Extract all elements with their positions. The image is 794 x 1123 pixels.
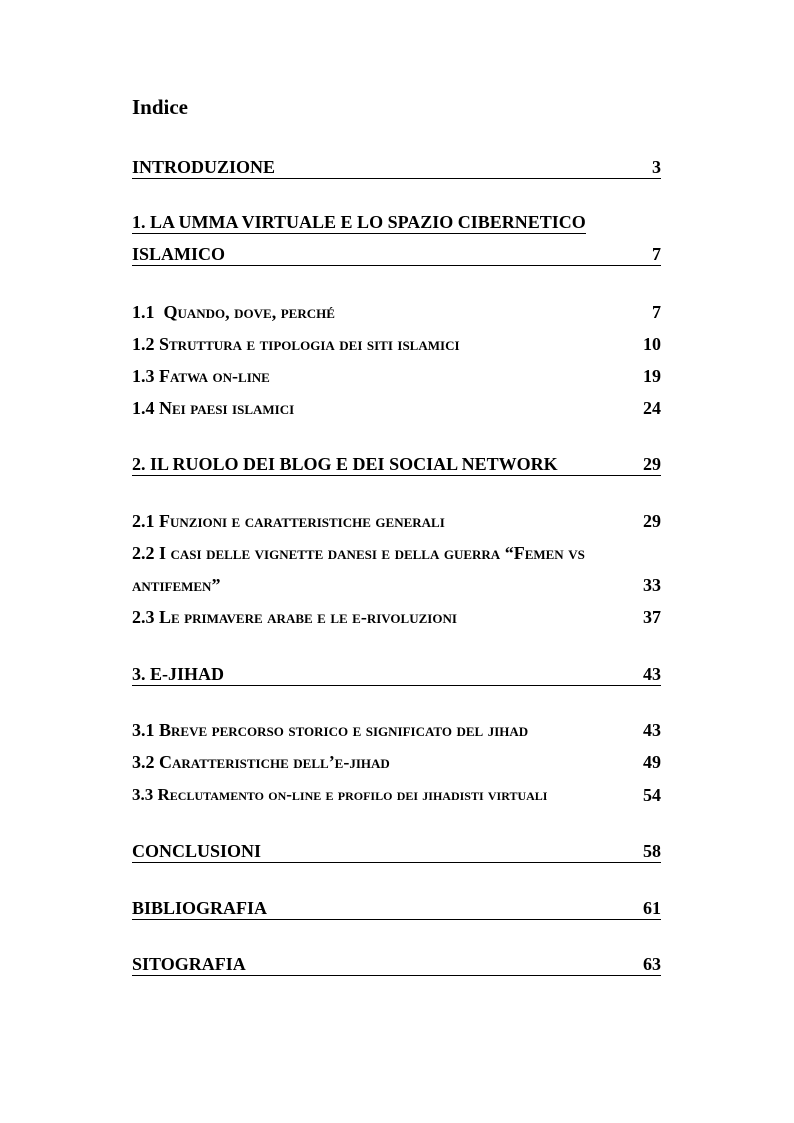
toc-entry-label: I casi delle vignette danesi e della guerra “Femen vs: [159, 543, 585, 563]
toc-entry-label: 3. E-JIHAD: [132, 664, 225, 684]
toc-entry-section-2-2[interactable]: [132, 572, 661, 596]
toc-entry-page: 24: [643, 398, 661, 418]
toc-entry-label: CONCLUSIONI: [132, 841, 262, 861]
toc-entry-number: 2.2: [132, 543, 155, 563]
toc-entry-page: 29: [643, 511, 661, 531]
toc-entry-section-1-3[interactable]: [132, 363, 661, 387]
toc-entry-section-2-1[interactable]: [132, 508, 661, 532]
toc-entry-section-1-2[interactable]: [132, 331, 661, 355]
toc-entry-label: BIBLIOGRAFIA: [132, 898, 268, 918]
toc-entry-label: antifemen”: [132, 575, 221, 595]
toc-entry-label: Reclutamento on-line e profilo dei jihadisti virtuali: [157, 785, 548, 804]
toc-entry-chapter-3[interactable]: [132, 661, 661, 686]
toc-entry-conclusioni[interactable]: [132, 838, 661, 863]
toc-entry-number: 3.3: [132, 785, 154, 804]
toc-entry-page: 43: [643, 664, 661, 684]
toc-entry-page: 61: [643, 898, 661, 918]
toc-entry-label: 1. LA UMMA VIRTUALE E LO SPAZIO CIBERNETICO: [132, 212, 586, 232]
toc-entry-label: Caratteristiche dell’e-jihad: [159, 752, 390, 772]
toc-entry-label: INTRODUZIONE: [132, 157, 276, 177]
toc-entry-page: 58: [643, 841, 661, 861]
toc-entry-section-2-2-line1[interactable]: [132, 540, 661, 564]
toc-entry-label: Nei paesi islamici: [159, 398, 295, 418]
toc-entry-introduzione[interactable]: [132, 154, 661, 179]
toc-entry-page: 33: [643, 575, 661, 595]
toc-entry-number: 1.2: [132, 334, 155, 354]
toc-entry-page: 7: [652, 302, 661, 322]
toc-entry-label: Breve percorso storico e significato del jihad: [159, 720, 529, 740]
toc-entry-section-1-4[interactable]: [132, 395, 661, 419]
toc-entry-number: 3.1: [132, 720, 155, 740]
toc-entry-page: 3: [652, 157, 661, 177]
toc-entry-label: Struttura e tipologia dei siti islamici: [159, 334, 460, 354]
toc-entry-number: 2.3: [132, 607, 155, 627]
toc-entry-bibliografia[interactable]: [132, 895, 661, 920]
toc-entry-section-2-3[interactable]: [132, 604, 661, 628]
toc-entry-label: Fatwa on-line: [159, 366, 270, 386]
page-title: Indice: [132, 95, 189, 119]
toc-entry-label: Funzioni e caratteristiche generali: [159, 511, 445, 531]
toc-entry-page: 49: [643, 752, 661, 772]
toc-entry-number: 1.4: [132, 398, 155, 418]
toc-entry-page: 63: [643, 954, 661, 974]
toc-entry-sitografia[interactable]: [132, 951, 661, 976]
toc-entry-page: 10: [643, 334, 661, 354]
toc-entry-label: ISLAMICO: [132, 244, 226, 264]
toc-entry-page: 43: [643, 720, 661, 740]
toc-entry-label: Le primavere arabe e le e-rivoluzioni: [159, 607, 457, 627]
toc-entry-number: 2.1: [132, 511, 155, 531]
toc-entry-number: 3.2: [132, 752, 155, 772]
toc-entry-section-3-1[interactable]: [132, 717, 661, 741]
toc-entry-section-1-1[interactable]: [132, 299, 661, 323]
toc-entry-page: 54: [643, 785, 661, 805]
toc-entry-page: 19: [643, 366, 661, 386]
toc-entry-section-3-2[interactable]: [132, 749, 661, 773]
toc-entry-chapter-1-line1[interactable]: [132, 212, 661, 234]
toc-entry-section-3-3[interactable]: [132, 782, 661, 806]
toc-entry-number: 1.1: [132, 302, 155, 322]
toc-entry-page: 29: [643, 454, 661, 474]
toc-entry-number: 1.3: [132, 366, 155, 386]
toc-entry-label: Quando, dove, perché: [163, 302, 335, 322]
toc-entry-chapter-2[interactable]: [132, 451, 661, 476]
toc-entry-page: 37: [643, 607, 661, 627]
toc-entry-page: 7: [652, 244, 661, 264]
toc-entry-chapter-1[interactable]: [132, 241, 661, 266]
toc-entry-label: 2. IL RUOLO DEI BLOG E DEI SOCIAL NETWORK: [132, 454, 558, 474]
toc-entry-label: SITOGRAFIA: [132, 954, 246, 974]
